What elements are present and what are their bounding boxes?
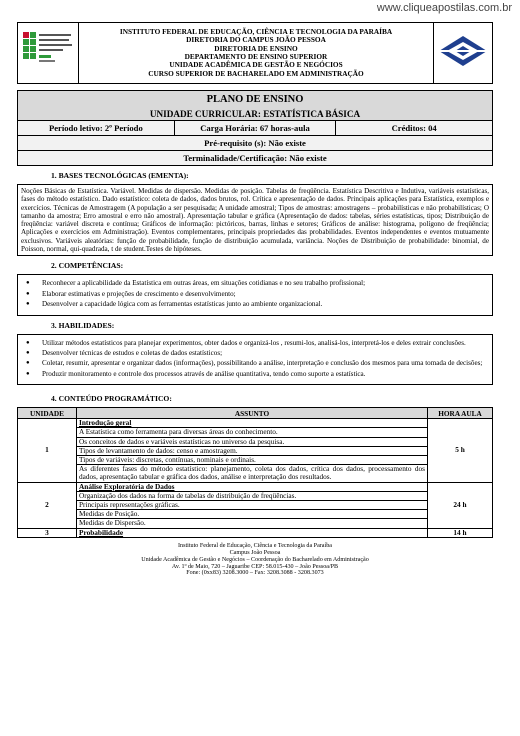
plan-title: PLANO DE ENSINO bbox=[18, 91, 493, 108]
course-info-table bbox=[17, 90, 493, 166]
header-line: DIRETORIA DE ENSINO bbox=[214, 43, 298, 53]
unit-hours: 14 h bbox=[428, 528, 493, 537]
list-item: ● Desenvolver a capacidade lógica com as ferramentas estatísticas junto ao ambiente organizacional. bbox=[22, 300, 486, 308]
header-line: CURSO SUPERIOR DE BACHARELADO EM ADMINISTRAÇÃO bbox=[148, 68, 364, 78]
header-line: UNIDADE ACADÊMICA DE GESTÃO E NEGÓCIOS bbox=[169, 60, 343, 70]
workload-cell: Carga Horária: 67 horas-aula bbox=[174, 121, 336, 136]
unit-hours: 24 h bbox=[428, 482, 493, 528]
list-item: ● Desenvolver técnicas de estudos e coletas de dados estatísticos; bbox=[22, 349, 486, 357]
col-header-hora: HORA AULA bbox=[428, 408, 493, 419]
diamond-logo-icon bbox=[437, 34, 489, 68]
course-subtitle: UNIDADE CURRICULAR: ESTATÍSTICA BÁSICA bbox=[18, 107, 493, 121]
list-item: ● Produzir monitoramento e controle dos processos através de análise quantitativa, tendo como suporte a estatística. bbox=[22, 370, 486, 378]
table-row: Os conceitos de dados e variáveis estatísticas no universo da pesquisa. bbox=[77, 437, 428, 446]
bullet-icon: ● bbox=[26, 350, 30, 356]
section-title-habilidades: 3. HABILIDADES: bbox=[51, 320, 115, 330]
ifpb-logo bbox=[18, 23, 79, 84]
institution-header bbox=[17, 22, 493, 84]
competencias-list bbox=[17, 274, 493, 315]
ifpb-logo-icon bbox=[20, 27, 76, 75]
footer-line: Unidade Acadêmica de Gestão e Negócios – Coordenação do Bacharelado em Administração bbox=[141, 556, 369, 563]
table-row: Medidas de Posição. bbox=[77, 510, 428, 519]
table-row: Tipos de variáveis: discretas, contínuas, nominais e ordinais. bbox=[77, 456, 428, 465]
unit-heading: Introdução geral bbox=[77, 419, 428, 428]
bullet-icon: ● bbox=[26, 339, 30, 346]
watermark-url[interactable]: www.cliqueapostilas.com.br bbox=[376, 2, 512, 14]
content-table bbox=[17, 407, 493, 538]
period-cell: Período letivo: 2º Período bbox=[18, 121, 175, 136]
col-header-assunto: ASSUNTO bbox=[77, 408, 428, 419]
habilidades-list bbox=[17, 334, 493, 386]
table-row: A Estatística como ferramenta para diversas áreas do conhecimento. bbox=[77, 428, 428, 437]
section-title-conteudo: 4. CONTEÚDO PROGRAMÁTICO: bbox=[51, 394, 172, 404]
unit-number: 3 bbox=[18, 528, 77, 537]
table-row: Tipos de levantamento de dados: censo e amostragem. bbox=[77, 446, 428, 455]
footer-line: Av. 1º de Maio, 720 – Jaguaribe CEP: 58.015-430 – João Pessoa/PB bbox=[171, 563, 339, 570]
list-item: ● Utilizar métodos estatísticos para planejar experimentos, obter dados e organizá-los , resumi-los, analisá-los, interpretá-los e deles extrair conclusões. bbox=[22, 339, 486, 347]
table-row: Principais representações gráficas. bbox=[77, 501, 428, 510]
bases-text: Noções Básicas de Estatística. Variável. Medidas de dispersão. Medidas de posição. Tabelas de freqüência. Estatística Descritiva e Indutiva, variáveis estatísticas, fases do método estatístico. Dado estatístico: coleta de dados, dados brutos, rol. Crítica e apresentação de dados. Principais aplicações para Estatística, exemplos e exercícios. Técnicas de Amostragem (A população a ser pesquisada; A unidade amostral; Tipos de amostras: amostragens – probabilísticas e não probabilísticas; O tamanho da amostra; Erro amostral e erro não amostral). Apresentação tabular e gráfica (Apresentação de dados: tabelas, séries estatísticas, tipos; Distribuição de freqüência: variável discreta e contínua; Gráficos de informação: pictóricos, barras, linhas e setores; Gráficos de análise: histograma, polígono de freqüência; Aplicações e exercícios em Administração). Eventos complementares, principais propriedades das probabilidades. Eventos independentes e eventos mutuamente exclusivos. Variáveis aleatórias: função de probabilidade, função de distribuição acumulada, variância. Noções de Distribuição de probabilidade: binomial, de Poisson, normal, qui-quadrada, t de student.Testes de hipóteses. bbox=[17, 184, 493, 256]
terminality-cell: Terminalidade/Certificação: Não existe bbox=[18, 151, 493, 166]
table-row: As diferentes fases do método estatístico: planejamento, coleta dos dados, crítica dos dados, processamento dos dados, apresentação tabular e gráfica dos dados, análise e interpretação dos resultados. bbox=[77, 465, 428, 482]
footer-line: Campus João Pessoa bbox=[229, 549, 281, 556]
unit-heading: Probabilidade bbox=[77, 528, 428, 537]
footer-line: Instituto Federal de Educação, Ciência e Tecnologia da Paraíba bbox=[178, 542, 332, 549]
header-line: DIRETORIA DO CAMPUS JOÃO PESSOA bbox=[186, 35, 326, 45]
list-item: ● Coletar, resumir, apresentar e organizar dados (informações), possibilitando a análise, interpretação e conclusão dos mesmos para uma tomada de decisões; bbox=[22, 359, 486, 367]
header-line: DEPARTAMENTO DE ENSINO SUPERIOR bbox=[184, 52, 328, 61]
unit-number: 2 bbox=[18, 482, 77, 528]
list-item: ● Elaborar estimativas e projeções de crescimento e desenvolvimento; bbox=[22, 290, 486, 298]
table-row: Medidas de Dispersão. bbox=[77, 519, 428, 528]
bullet-icon: ● bbox=[26, 290, 30, 297]
bullet-icon: ● bbox=[26, 360, 30, 367]
prerequisite-cell: Pré-requisito (s): Não existe bbox=[18, 136, 493, 151]
section-title-competencias: 2. COMPETÊNCIAS: bbox=[51, 261, 124, 271]
bullet-icon: ● bbox=[26, 370, 30, 377]
list-item: ● Reconhecer a aplicabilidade da Estatística em outras áreas, em situações cotidianas e no seu trabalho profissional; bbox=[22, 279, 486, 287]
unit-hours: 5 h bbox=[428, 419, 493, 482]
unit-number: 1 bbox=[18, 419, 77, 482]
footer-line: Fone: (0xx83) 3208.3000 – Fax: 3208.3088 - 3208.3073 bbox=[186, 570, 324, 577]
credits-cell: Créditos: 04 bbox=[336, 121, 493, 136]
header-text bbox=[79, 23, 434, 84]
col-header-unidade: UNIDADE bbox=[18, 408, 77, 419]
bullet-icon: ● bbox=[26, 280, 30, 287]
page-footer bbox=[17, 543, 493, 578]
section-title-bases: 1. BASES TECNOLÓGICAS (EMENTA): bbox=[51, 171, 189, 180]
bullet-icon: ● bbox=[26, 301, 30, 308]
header-line: INSTITUTO FEDERAL DE EDUCAÇÃO, CIÊNCIA E TECNOLOGIA DA PARAÍBA bbox=[119, 26, 393, 36]
right-logo bbox=[434, 23, 493, 84]
document-page bbox=[17, 22, 493, 577]
unit-heading: Análise Exploratória de Dados bbox=[77, 482, 428, 491]
table-row: Organização dos dados na forma de tabelas de distribuição de freqüências. bbox=[77, 491, 428, 500]
